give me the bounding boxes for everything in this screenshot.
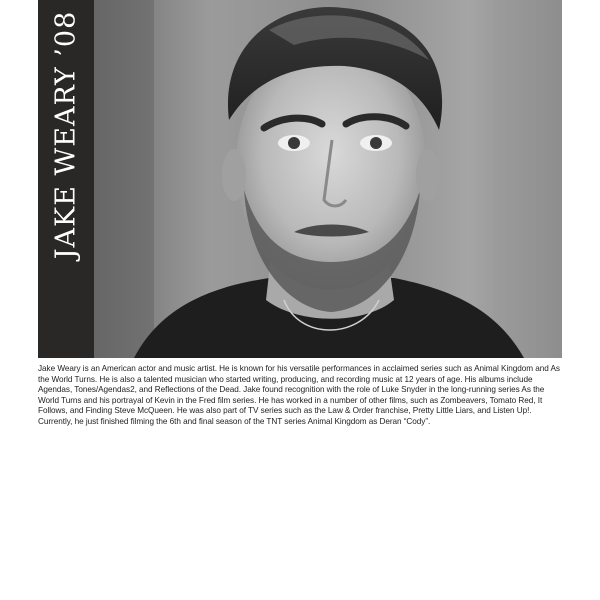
name-banner [38,0,94,358]
portrait-photo [94,0,562,358]
biography-paragraph: Jake Weary is an American actor and music artist. He is known for his versatile performances in acclaimed series such as Animal Kingdom and As the World Turns. He is also a talented musician who started writing, producing, and recording music at 12 years of age. His albums include Agendas, Tones/Agendas2, and Reflections of the Dead. Jake found recognition with the role of Luke Snyder in the long-running series As the World Turns and his portrayal of Kevin in the Fred film series. He has worked in a number of other films, such as Zombeavers, Tomato Red, It Follows, and Finding Steve McQueen. He was also part of TV series such as the Law & Order franchise, Pretty Little Liars, and Listen Up!. Currently, he just finished filming the 6th and final season of the TNT series Animal Kingdom as Deran “Cody”. [38,364,560,426]
portrait-illustration [94,0,562,358]
banner-title: JAKE WEARY ’08 [50,10,82,260]
